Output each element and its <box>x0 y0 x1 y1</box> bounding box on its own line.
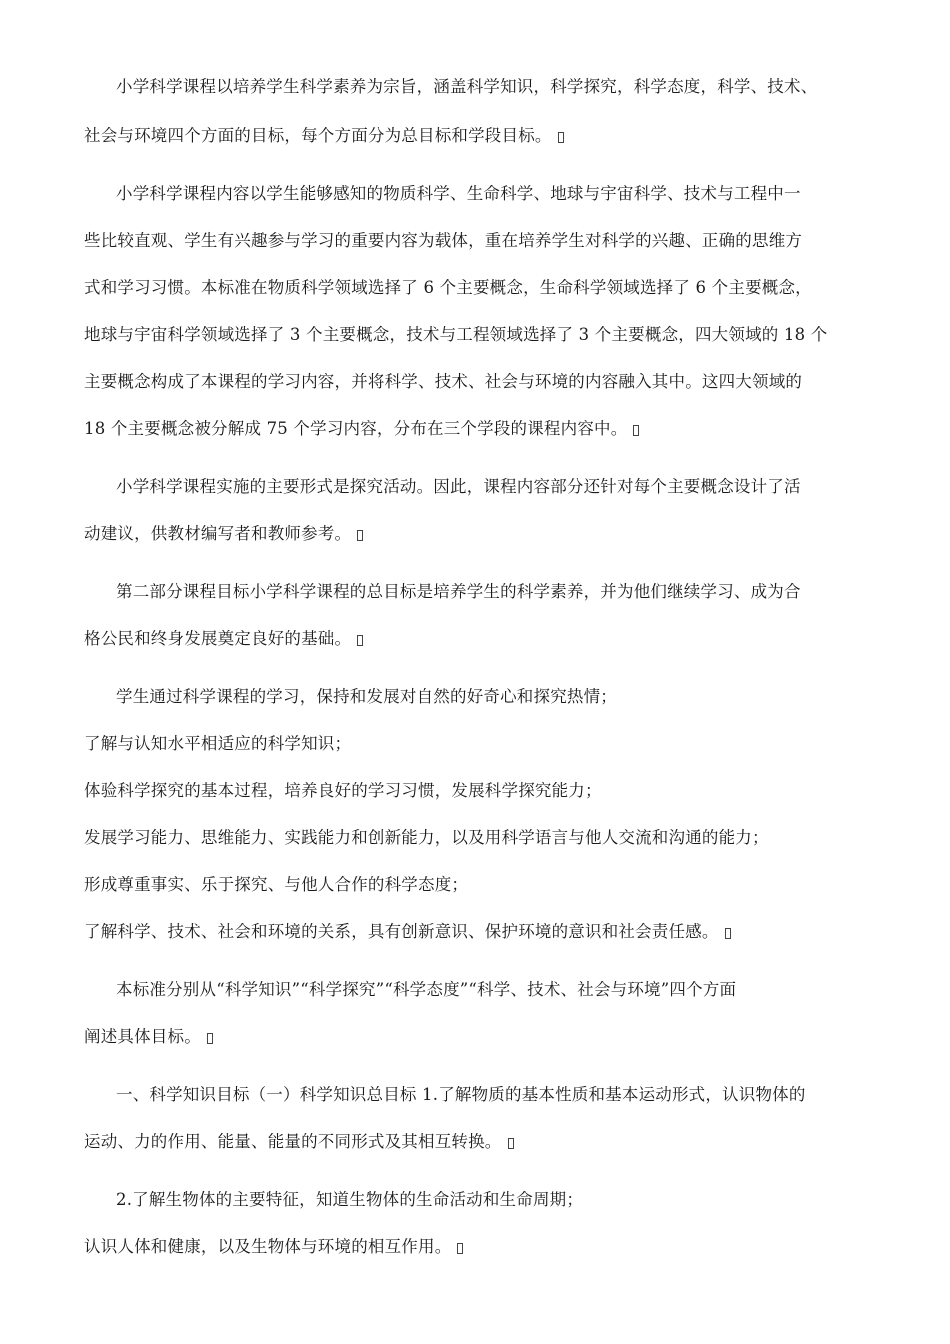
paragraph-mark-icon <box>457 1243 463 1254</box>
text: 一、科学知识目标（一）科学知识总目标 1.了解物质的基本性质和基本运动形式，认识物体的 <box>116 1085 806 1104</box>
paragraph-5-line-4 <box>84 827 769 849</box>
paragraph-mark-icon <box>558 132 564 143</box>
text: 阐述具体目标。 <box>84 1027 201 1046</box>
paragraph-4-line-1 <box>116 581 801 603</box>
paragraph-8-line-1 <box>116 1189 583 1211</box>
paragraph-5-line-1 <box>116 686 617 708</box>
paragraph-5-line-5 <box>84 874 468 896</box>
text: 小学科学课程内容以学生能够感知的物质科学、生命科学、地球与宇宙科学、技术与工程中一 <box>116 184 801 203</box>
text: 2.了解生物体的主要特征，知道生物体的生命活动和生命周期； <box>116 1190 584 1209</box>
text: 认识人体和健康，以及生物体与环境的相互作用。 <box>84 1237 452 1256</box>
text: 本标准分别从“科学知识”“科学探究”“科学态度”“科学、技术、社会与环境”四个方面 <box>116 980 737 999</box>
paragraph-5-line-6 <box>84 921 731 943</box>
text: 形成尊重事实、乐于探究、与他人合作的科学态度； <box>84 875 469 894</box>
paragraph-mark-icon <box>357 530 363 541</box>
paragraph-mark-icon <box>508 1138 514 1149</box>
text: 了解与认知水平相适应的科学知识； <box>84 734 352 753</box>
paragraph-3-line-1 <box>116 476 801 498</box>
paragraph-2-line-6 <box>84 418 639 440</box>
text: 格公民和终身发展奠定良好的基础。 <box>84 629 352 648</box>
paragraph-2-line-1 <box>116 183 801 205</box>
text: 社会与环境四个方面的目标，每个方面分为总目标和学段目标。 <box>84 126 552 145</box>
paragraph-mark-icon <box>207 1033 213 1044</box>
text: 式和学习习惯。本标准在物质科学领域选择了 6 个主要概念，生命科学领域选择了 6 个主要概念， <box>84 278 812 297</box>
paragraph-6-line-1 <box>116 979 736 1001</box>
text: 动建议，供教材编写者和教师参考。 <box>84 524 352 543</box>
text: 小学科学课程以培养学生科学素养为宗旨，涵盖科学知识，科学探究，科学态度，科学、技术、 <box>116 77 818 96</box>
paragraph-7-line-1 <box>116 1084 806 1106</box>
text: 了解科学、技术、社会和环境的关系，具有创新意识、保护环境的意识和社会责任感。 <box>84 922 719 941</box>
paragraph-3-line-2 <box>84 523 363 545</box>
paragraph-1-line-2 <box>84 125 564 147</box>
paragraph-mark-icon <box>633 425 639 436</box>
text: 发展学习能力、思维能力、实践能力和创新能力，以及用科学语言与他人交流和沟通的能力； <box>84 828 769 847</box>
paragraph-2-line-3 <box>84 277 812 299</box>
paragraph-8-line-2 <box>84 1236 463 1258</box>
paragraph-5-line-3 <box>84 780 602 802</box>
paragraph-6-line-2 <box>84 1026 213 1048</box>
paragraph-7-line-2 <box>84 1131 514 1153</box>
text: 运动、力的作用、能量、能量的不同形式及其相互转换。 <box>84 1132 502 1151</box>
paragraph-4-line-2 <box>84 628 363 650</box>
paragraph-mark-icon <box>357 635 363 646</box>
text: 主要概念构成了本课程的学习内容，并将科学、技术、社会与环境的内容融入其中。这四大领域的 <box>84 372 803 391</box>
text: 18 个主要概念被分解成 75 个学习内容，分布在三个学段的课程内容中。 <box>84 419 628 438</box>
paragraph-1-line-1 <box>116 76 817 98</box>
paragraph-2-line-2 <box>84 230 802 252</box>
paragraph-2-line-5 <box>84 371 802 393</box>
text: 体验科学探究的基本过程，培养良好的学习习惯，发展科学探究能力； <box>84 781 602 800</box>
paragraph-2-line-4 <box>84 324 827 346</box>
paragraph-5-line-2 <box>84 733 351 755</box>
text: 第二部分课程目标小学科学课程的总目标是培养学生的科学素养，并为他们继续学习、成为合 <box>116 582 801 601</box>
paragraph-mark-icon <box>725 928 731 939</box>
text: 些比较直观、学生有兴趣参与学习的重要内容为载体，重在培养学生对科学的兴趣、正确的思维方 <box>84 231 803 250</box>
text: 小学科学课程实施的主要形式是探究活动。因此，课程内容部分还针对每个主要概念设计了活 <box>116 477 801 496</box>
text: 学生通过科学课程的学习，保持和发展对自然的好奇心和探究热情； <box>116 687 617 706</box>
text: 地球与宇宙科学领域选择了 3 个主要概念，技术与工程领域选择了 3 个主要概念，四大领域的 18 个 <box>84 325 828 344</box>
